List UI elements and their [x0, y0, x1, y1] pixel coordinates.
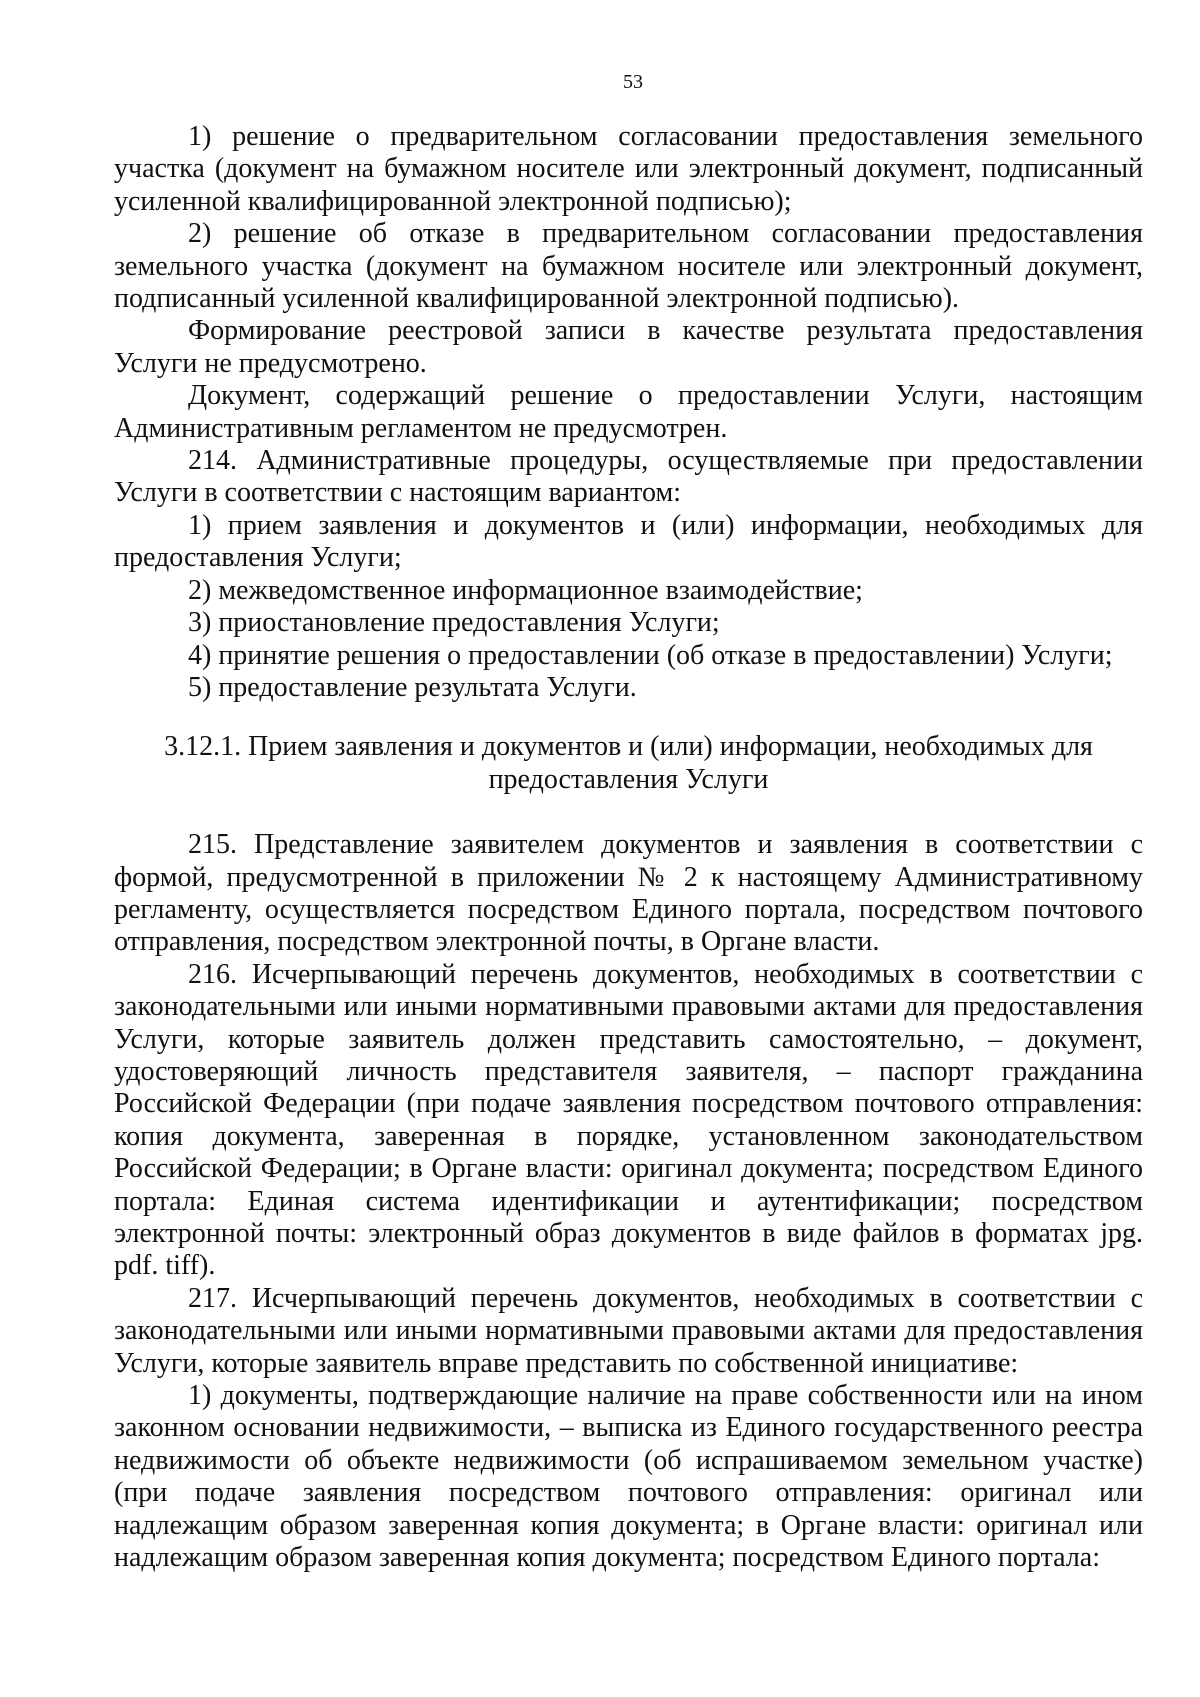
page-number: 53	[623, 71, 643, 93]
paragraph-result-refusal: 2) решение об отказе в предварительном согласовании предоставления земельного участка (документ на бумажном носителе или электронный документ, подписанный усиленной квалифицированной электронной подписью).	[114, 218, 1143, 315]
paragraph-result-approval: 1) решение о предварительном согласовании предоставления земельного участка (документ на бумажном носителе или электронный документ, подписанный усиленной квалифицированной электронной подписью);	[114, 121, 1143, 217]
paragraph-215: 215. Представление заявителем документов и заявления в соответствии с формой, предусмотренной в приложении № 2 к настоящему Административному регламенту, осуществляется посредством Единого портала, посредством почтового отправления, посредством электронной почты, в Органе власти.	[114, 829, 1143, 958]
paragraph-217: 217. Исчерпывающий перечень документов, необходимых в соответствии с законодательными или иными нормативными правовыми актами для предоставления Услуги, которые заявитель вправе представить по собственной инициативе:	[114, 1282, 1143, 1379]
section-heading: 3.12.1. Прием заявления и документов и (или) информации, необходимых для предоставления Услуги	[164, 731, 1093, 795]
list-item-procedure-2: 2) межведомственное информационное взаимодействие;	[188, 574, 863, 606]
list-item-procedure-5: 5) предоставление результата Услуги.	[188, 671, 637, 703]
page-body	[114, 121, 1143, 1574]
list-item-procedure-4: 4) принятие решения о предоставлении (об отказе в предоставлении) Услуги;	[188, 639, 1113, 671]
paragraph-registry-record: Формирование реестровой записи в качестве результата предоставления Услуги не предусмотрено.	[114, 315, 1143, 379]
paragraph-216: 216. Исчерпывающий перечень документов, необходимых в соответствии с законодательными или иными нормативными правовыми актами для предоставления Услуги, которые заявитель должен представить самостоятельно, – документ, удостоверяющий личность представителя заявителя, – паспорт гражданина Российской Федерации (при подаче заявления посредством почтового отправления: копия документа, заверенная в порядке, установленном законодательством Российской Федерации; в Органе власти: оригинал документа; посредством Единого портала: Единая система идентификации и аутентификации; посредством электронной почты: электронный образ документов в виде файлов в форматах jpg. pdf. tiff).	[114, 958, 1143, 1282]
paragraph-217-item-1: 1) документы, подтверждающие наличие на праве собственности или на ином законном основании недвижимости, – выписка из Единого государственного реестра недвижимости об объекте недвижимости (об испрашиваемом земельном участке) (при подаче заявления посредством почтового отправления: оригинал или надлежащим образом заверенная копия документа; в Органе власти: оригинал или надлежащим образом заверенная копия документа; посредством Единого портала:	[114, 1380, 1143, 1574]
list-item-procedure-1: 1) прием заявления и документов и (или) информации, необходимых для предоставления Услуги;	[114, 509, 1143, 574]
paragraph-214: 214. Административные процедуры, осуществляемые при предоставлении Услуги в соответствии с настоящим вариантом:	[114, 445, 1143, 509]
list-item-procedure-3: 3) приостановление предоставления Услуги;	[188, 607, 720, 639]
paragraph-decision-document: Документ, содержащий решение о предоставлении Услуги, настоящим Административным регламентом не предусмотрен.	[114, 380, 1143, 444]
